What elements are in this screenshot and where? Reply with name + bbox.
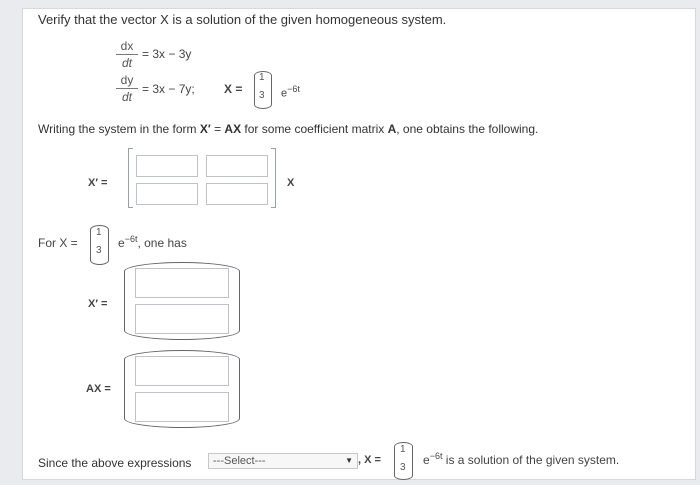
system-exp-base: e xyxy=(281,87,288,100)
step1-xprime: X′ xyxy=(199,122,211,136)
step2-vector-top: 1 xyxy=(96,227,102,238)
matrix-a11-input[interactable] xyxy=(136,155,198,177)
conclusion-exp xyxy=(423,451,619,467)
conclusion-vector-top: 1 xyxy=(400,444,406,455)
step1-text-mid: for some coefficient matrix xyxy=(241,122,388,136)
eq1-rhs: = 3x − 3y xyxy=(142,47,192,61)
step2-for-label xyxy=(38,236,78,250)
step1-ax: AX xyxy=(224,122,242,136)
step1-text-start: Writing the system in the form xyxy=(38,122,200,136)
dt-denominator: dt xyxy=(121,56,132,70)
matrix-bracket-left xyxy=(128,148,133,208)
dx-numerator: dx xyxy=(120,39,134,53)
select-value: ---Select--- xyxy=(213,455,266,467)
step2-xprime-label: X′ = xyxy=(88,298,108,310)
conclusion-exp-base: e xyxy=(423,453,430,467)
step1-x-label: X xyxy=(287,177,295,189)
eq2-rhs: = 3x − 7y; xyxy=(142,82,195,96)
step1-xprime-label: X′ = xyxy=(88,177,108,189)
step2-text-after: , one has xyxy=(137,236,187,250)
conclusion-vector-bottom: 3 xyxy=(400,462,406,473)
conclusion-text-start: Since the above expressions xyxy=(38,456,192,470)
step1-sentence xyxy=(38,122,538,136)
step1-text-end: , one obtains the following. xyxy=(396,122,539,136)
matrix-a22-input[interactable] xyxy=(206,183,268,205)
matrix-a21-input[interactable] xyxy=(136,183,198,205)
step2-vector-bottom: 3 xyxy=(96,245,102,256)
step2-exp xyxy=(118,234,187,250)
dy-dt-fraction xyxy=(116,73,138,104)
dy-numerator: dy xyxy=(120,73,134,87)
dt-denominator-2: dt xyxy=(121,90,132,104)
step2-ax-label: AX = xyxy=(86,383,111,395)
conclusion-x-label: , X = xyxy=(358,454,381,466)
conclusion-exp-power: −6t xyxy=(429,451,443,461)
step2-exp-power: −6t xyxy=(124,234,138,244)
chevron-down-icon: ▼ xyxy=(345,456,353,465)
dx-dt-fraction xyxy=(116,39,138,70)
step2-for-text: For X = xyxy=(38,236,78,250)
ax-bottom-input[interactable] xyxy=(135,392,229,422)
conclusion-text-end: is a solution of the given system. xyxy=(442,453,620,467)
ax-top-input[interactable] xyxy=(135,356,229,386)
system-exp-power: −6t xyxy=(287,84,300,94)
xprime-top-input[interactable] xyxy=(135,268,229,298)
step1-a: A xyxy=(387,122,397,136)
step2-exp-base: e xyxy=(118,236,125,250)
system-x-label: X = xyxy=(224,82,243,96)
question-title: Verify that the vector X is a solution of the given homogeneous system. xyxy=(38,12,447,27)
system-vector-bottom: 3 xyxy=(259,90,265,101)
matrix-a12-input[interactable] xyxy=(206,155,268,177)
system-vector-top: 1 xyxy=(259,72,265,83)
step1-eq: = xyxy=(210,122,225,136)
conclusion-select[interactable] xyxy=(208,453,358,469)
matrix-bracket-right xyxy=(271,148,276,208)
xprime-bottom-input[interactable] xyxy=(135,304,229,334)
system-exp xyxy=(281,84,300,100)
